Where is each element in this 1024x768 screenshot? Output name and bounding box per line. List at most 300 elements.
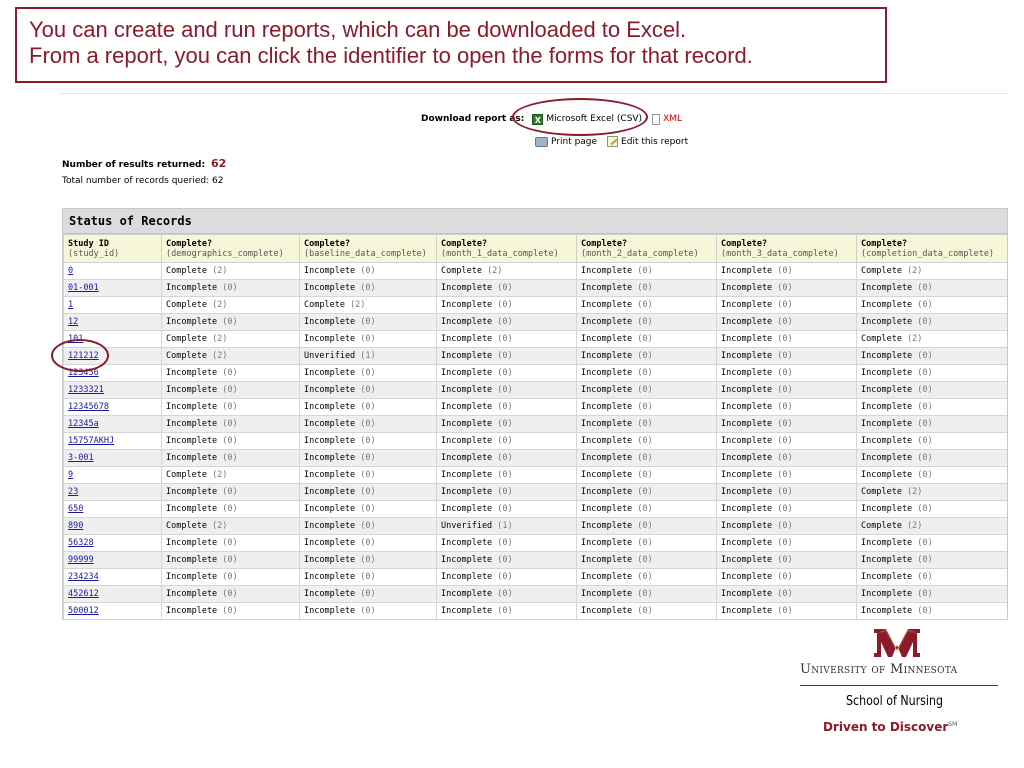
results-summary [62, 156, 226, 189]
status-cell [437, 280, 577, 297]
status-label: Complete [441, 266, 488, 276]
status-label: Incomplete [166, 572, 223, 582]
status-count: (2) [212, 300, 228, 310]
status-count: (0) [637, 266, 653, 276]
status-label: Incomplete [861, 385, 918, 395]
status-count: (0) [777, 538, 793, 548]
column-header-0[interactable] [64, 235, 162, 263]
status-cell [162, 450, 300, 467]
status-label: Incomplete [861, 419, 918, 429]
status-label: Incomplete [721, 436, 778, 446]
status-count: (0) [637, 487, 653, 497]
status-label: Incomplete [581, 589, 638, 599]
table-row [64, 348, 1008, 365]
status-cell [857, 552, 1008, 569]
status-label: Incomplete [441, 589, 498, 599]
status-cell [300, 297, 437, 314]
status-label: Incomplete [441, 283, 498, 293]
status-label: Incomplete [441, 436, 498, 446]
branding-divider [800, 685, 998, 686]
status-count: (0) [222, 555, 238, 565]
status-label: Incomplete [861, 283, 918, 293]
download-xml-label: XML [663, 114, 683, 124]
status-cell [300, 467, 437, 484]
status-count: (0) [777, 385, 793, 395]
status-label: Incomplete [304, 402, 361, 412]
status-count: (0) [777, 402, 793, 412]
table-header-row [64, 235, 1008, 263]
status-count: (0) [637, 385, 653, 395]
status-count: (0) [360, 334, 376, 344]
status-label: Incomplete [861, 453, 918, 463]
status-count: (0) [777, 419, 793, 429]
status-label: Incomplete [441, 572, 498, 582]
status-cell [437, 314, 577, 331]
status-label: Incomplete [441, 487, 498, 497]
status-label: Incomplete [861, 470, 918, 480]
status-label: Incomplete [166, 368, 223, 378]
status-label: Incomplete [304, 606, 361, 616]
record-id-link[interactable]: 12345a [64, 416, 162, 433]
status-cell [717, 399, 857, 416]
status-cell [437, 297, 577, 314]
status-cell [857, 382, 1008, 399]
status-count: (0) [222, 538, 238, 548]
status-count: (0) [637, 606, 653, 616]
status-cell [857, 399, 1008, 416]
status-count: (0) [222, 589, 238, 599]
status-cell [577, 433, 717, 450]
status-label: Incomplete [721, 555, 778, 565]
status-label: Incomplete [721, 453, 778, 463]
status-cell [437, 450, 577, 467]
university-name: University of Minnesota [800, 662, 958, 677]
record-id-link[interactable]: 56328 [64, 535, 162, 552]
status-label: Incomplete [721, 317, 778, 327]
status-count: (0) [360, 385, 376, 395]
status-count: (0) [777, 453, 793, 463]
status-cell [162, 365, 300, 382]
status-label: Incomplete [166, 606, 223, 616]
status-cell [857, 365, 1008, 382]
status-cell [437, 552, 577, 569]
status-count: (0) [637, 402, 653, 412]
status-cell [857, 297, 1008, 314]
status-count: (0) [497, 419, 513, 429]
column-header-label: Complete? [581, 239, 628, 249]
report-title: Status of Records [63, 209, 1007, 234]
status-cell [300, 484, 437, 501]
status-cell [717, 297, 857, 314]
record-id-link[interactable]: 1 [64, 297, 162, 314]
status-label: Incomplete [721, 300, 778, 310]
status-count: (0) [777, 351, 793, 361]
status-cell [300, 450, 437, 467]
status-label: Incomplete [721, 487, 778, 497]
status-label: Incomplete [304, 317, 361, 327]
column-header-label: Complete? [721, 239, 768, 249]
status-cell [437, 399, 577, 416]
record-id-link[interactable]: 890 [64, 518, 162, 535]
status-label: Incomplete [304, 385, 361, 395]
status-cell [300, 263, 437, 280]
status-label: Complete [166, 300, 213, 310]
status-cell [300, 382, 437, 399]
status-count: (0) [222, 283, 238, 293]
print-page-label: Print page [551, 136, 598, 147]
record-id-link[interactable]: 650 [64, 501, 162, 518]
status-label: Incomplete [721, 606, 778, 616]
status-count: (0) [917, 351, 933, 361]
status-label: Incomplete [581, 300, 638, 310]
status-cell [300, 518, 437, 535]
status-label: Incomplete [721, 283, 778, 293]
status-label: Incomplete [581, 436, 638, 446]
table-row [64, 433, 1008, 450]
status-count: (0) [637, 283, 653, 293]
status-count: (0) [222, 487, 238, 497]
record-id-link[interactable]: 12345678 [64, 399, 162, 416]
record-id-link[interactable]: 3-001 [64, 450, 162, 467]
table-row [64, 365, 1008, 382]
status-cell [717, 535, 857, 552]
callout-line-1: You can create and run reports, which can be downloaded to Excel. [29, 17, 687, 42]
status-count: (0) [497, 300, 513, 310]
status-count: (0) [777, 555, 793, 565]
status-label: Incomplete [861, 572, 918, 582]
status-count: (0) [917, 504, 933, 514]
status-cell [300, 416, 437, 433]
status-label: Incomplete [166, 589, 223, 599]
status-label: Incomplete [166, 453, 223, 463]
status-label: Incomplete [861, 402, 918, 412]
column-header-field: (completion_data_complete) [861, 249, 995, 259]
status-label: Incomplete [441, 300, 498, 310]
status-count: (0) [637, 538, 653, 548]
status-label: Complete [166, 521, 213, 531]
column-header-1[interactable] [162, 235, 300, 263]
status-count: (0) [360, 572, 376, 582]
instruction-callout [15, 7, 887, 83]
status-cell [577, 450, 717, 467]
status-label: Incomplete [441, 402, 498, 412]
status-cell [300, 348, 437, 365]
status-label: Incomplete [166, 402, 223, 412]
status-cell [577, 518, 717, 535]
status-cell [717, 467, 857, 484]
status-label: Incomplete [721, 538, 778, 548]
status-count: (0) [777, 283, 793, 293]
divider [60, 93, 1008, 94]
status-count: (0) [637, 351, 653, 361]
status-label: Incomplete [861, 317, 918, 327]
status-label: Incomplete [721, 368, 778, 378]
status-label: Incomplete [441, 538, 498, 548]
table-row [64, 280, 1008, 297]
status-count: (0) [917, 436, 933, 446]
status-count: (2) [212, 521, 228, 531]
table-row [64, 450, 1008, 467]
status-label: Incomplete [166, 436, 223, 446]
record-id-link[interactable]: 123456 [64, 365, 162, 382]
status-count: (2) [212, 334, 228, 344]
status-count: (0) [777, 504, 793, 514]
column-header-label: Complete? [304, 239, 351, 249]
status-count: (0) [497, 504, 513, 514]
record-id-link[interactable]: 500012 [64, 603, 162, 620]
status-label: Incomplete [721, 470, 778, 480]
status-count: (0) [222, 385, 238, 395]
status-cell [162, 348, 300, 365]
status-count: (0) [497, 453, 513, 463]
status-count: (2) [212, 470, 228, 480]
table-row [64, 535, 1008, 552]
status-label: Incomplete [581, 351, 638, 361]
status-count: (0) [917, 385, 933, 395]
table-row [64, 331, 1008, 348]
status-cell [717, 603, 857, 620]
download-xml-link[interactable] [652, 114, 682, 125]
table-row [64, 603, 1008, 620]
status-count: (0) [917, 572, 933, 582]
column-header-3[interactable] [437, 235, 577, 263]
status-label: Incomplete [441, 470, 498, 480]
status-label: Incomplete [581, 521, 638, 531]
status-cell [437, 433, 577, 450]
status-label: Incomplete [581, 317, 638, 327]
status-count: (0) [360, 368, 376, 378]
status-cell [437, 348, 577, 365]
table-row [64, 467, 1008, 484]
record-id-link[interactable]: 12 [64, 314, 162, 331]
status-cell [717, 484, 857, 501]
status-cell [162, 280, 300, 297]
school-name: School of Nursing [846, 694, 944, 709]
status-count: (0) [497, 555, 513, 565]
status-count: (2) [212, 351, 228, 361]
status-label: Incomplete [304, 504, 361, 514]
status-count: (0) [777, 606, 793, 616]
column-header-label: Study ID [68, 239, 109, 249]
status-count: (0) [497, 589, 513, 599]
status-count: (2) [907, 487, 923, 497]
status-cell [300, 552, 437, 569]
status-count: (1) [497, 521, 513, 531]
status-count: (0) [497, 470, 513, 480]
status-cell [577, 586, 717, 603]
status-count: (0) [777, 334, 793, 344]
status-cell [717, 501, 857, 518]
record-id-link[interactable]: 23 [64, 484, 162, 501]
status-count: (0) [360, 555, 376, 565]
status-cell [857, 569, 1008, 586]
status-label: Incomplete [721, 266, 778, 276]
status-count: (0) [497, 368, 513, 378]
status-count: (0) [360, 402, 376, 412]
record-id-link[interactable]: 0 [64, 263, 162, 280]
status-count: (0) [917, 555, 933, 565]
status-cell [577, 416, 717, 433]
download-bar [421, 111, 682, 127]
column-header-4[interactable] [577, 235, 717, 263]
status-cell [162, 467, 300, 484]
status-label: Incomplete [441, 419, 498, 429]
status-count: (0) [222, 504, 238, 514]
status-label: Incomplete [304, 453, 361, 463]
status-label: Incomplete [304, 521, 361, 531]
status-cell [162, 484, 300, 501]
status-cell [717, 569, 857, 586]
status-label: Incomplete [581, 334, 638, 344]
status-count: (0) [497, 538, 513, 548]
status-cell [437, 569, 577, 586]
column-header-field: (study_id) [68, 249, 120, 259]
status-label: Incomplete [441, 504, 498, 514]
status-count: (0) [637, 572, 653, 582]
status-count: (0) [637, 317, 653, 327]
status-cell [437, 263, 577, 280]
status-cell [300, 535, 437, 552]
status-label: Incomplete [304, 436, 361, 446]
column-header-label: Complete? [166, 239, 213, 249]
table-row [64, 552, 1008, 569]
status-count: (0) [360, 436, 376, 446]
status-count: (0) [917, 470, 933, 480]
status-count: (0) [497, 283, 513, 293]
status-count: (0) [917, 589, 933, 599]
status-count: (2) [907, 266, 923, 276]
status-cell [300, 280, 437, 297]
status-label: Incomplete [581, 555, 638, 565]
status-cell [857, 314, 1008, 331]
status-count: (0) [917, 419, 933, 429]
status-count: (0) [497, 436, 513, 446]
record-id-link[interactable]: 234234 [64, 569, 162, 586]
report-panel [62, 208, 1008, 620]
status-cell [577, 484, 717, 501]
status-cell [717, 518, 857, 535]
callout-line-2: From a report, you can click the identifier to open the forms for that record. [29, 43, 753, 68]
status-cell [162, 433, 300, 450]
results-returned-count: 62 [210, 157, 227, 170]
record-id-link[interactable]: 101 [64, 331, 162, 348]
status-label: Incomplete [581, 266, 638, 276]
status-label: Incomplete [861, 555, 918, 565]
status-count: (0) [637, 453, 653, 463]
status-cell [717, 331, 857, 348]
status-cell [162, 501, 300, 518]
status-cell [857, 484, 1008, 501]
report-table [63, 234, 1008, 620]
status-cell [717, 382, 857, 399]
status-count: (0) [497, 572, 513, 582]
status-label: Incomplete [581, 487, 638, 497]
status-cell [717, 552, 857, 569]
column-header-field: (month_3_data_complete) [721, 249, 839, 259]
status-label: Incomplete [304, 538, 361, 548]
status-label: Incomplete [581, 453, 638, 463]
status-label: Unverified [441, 521, 498, 531]
status-count: (0) [497, 606, 513, 616]
status-cell [437, 535, 577, 552]
record-id-link[interactable]: 121212 [64, 348, 162, 365]
status-count: (0) [777, 317, 793, 327]
status-label: Complete [861, 266, 908, 276]
status-cell [717, 365, 857, 382]
status-label: Incomplete [441, 368, 498, 378]
status-label: Incomplete [166, 317, 223, 327]
status-label: Incomplete [304, 555, 361, 565]
status-cell [300, 314, 437, 331]
download-excel-link[interactable] [532, 114, 642, 125]
table-row [64, 297, 1008, 314]
status-count: (1) [360, 351, 376, 361]
print-page-link[interactable] [535, 137, 597, 147]
status-cell [162, 399, 300, 416]
status-cell [437, 501, 577, 518]
column-header-field: (month_1_data_complete) [441, 249, 559, 259]
status-cell [162, 263, 300, 280]
status-cell [577, 501, 717, 518]
status-count: (0) [917, 368, 933, 378]
record-id-link[interactable]: 99999 [64, 552, 162, 569]
status-count: (0) [777, 572, 793, 582]
status-label: Incomplete [166, 504, 223, 514]
status-count: (0) [777, 589, 793, 599]
status-count: (0) [917, 402, 933, 412]
status-cell [162, 518, 300, 535]
status-count: (0) [360, 538, 376, 548]
record-id-link[interactable]: 1233321 [64, 382, 162, 399]
status-label: Incomplete [581, 402, 638, 412]
status-label: Complete [166, 470, 213, 480]
status-cell [577, 603, 717, 620]
status-label: Incomplete [581, 470, 638, 480]
status-label: Complete [861, 521, 908, 531]
status-count: (0) [497, 317, 513, 327]
status-label: Incomplete [721, 589, 778, 599]
status-count: (2) [907, 521, 923, 531]
status-label: Incomplete [581, 283, 638, 293]
status-count: (0) [777, 487, 793, 497]
status-label: Incomplete [304, 419, 361, 429]
status-label: Incomplete [441, 334, 498, 344]
column-header-2[interactable] [300, 235, 437, 263]
column-header-5[interactable] [717, 235, 857, 263]
record-id-link[interactable]: 452612 [64, 586, 162, 603]
status-count: (0) [360, 504, 376, 514]
column-header-label: Complete? [441, 239, 488, 249]
status-label: Incomplete [861, 504, 918, 514]
status-label: Complete [166, 334, 213, 344]
status-cell [717, 348, 857, 365]
status-label: Incomplete [441, 351, 498, 361]
status-cell [437, 518, 577, 535]
record-id-link[interactable]: 9 [64, 467, 162, 484]
status-count: (0) [222, 436, 238, 446]
status-label: Incomplete [166, 538, 223, 548]
table-body [64, 263, 1008, 620]
record-id-link[interactable]: 01-001 [64, 280, 162, 297]
status-count: (0) [360, 317, 376, 327]
status-count: (0) [777, 521, 793, 531]
edit-report-link[interactable] [607, 136, 688, 147]
status-cell [577, 535, 717, 552]
column-header-6[interactable] [857, 235, 1008, 263]
status-label: Incomplete [304, 589, 361, 599]
record-id-link[interactable]: 15757AKHJ [64, 433, 162, 450]
status-label: Incomplete [861, 351, 918, 361]
